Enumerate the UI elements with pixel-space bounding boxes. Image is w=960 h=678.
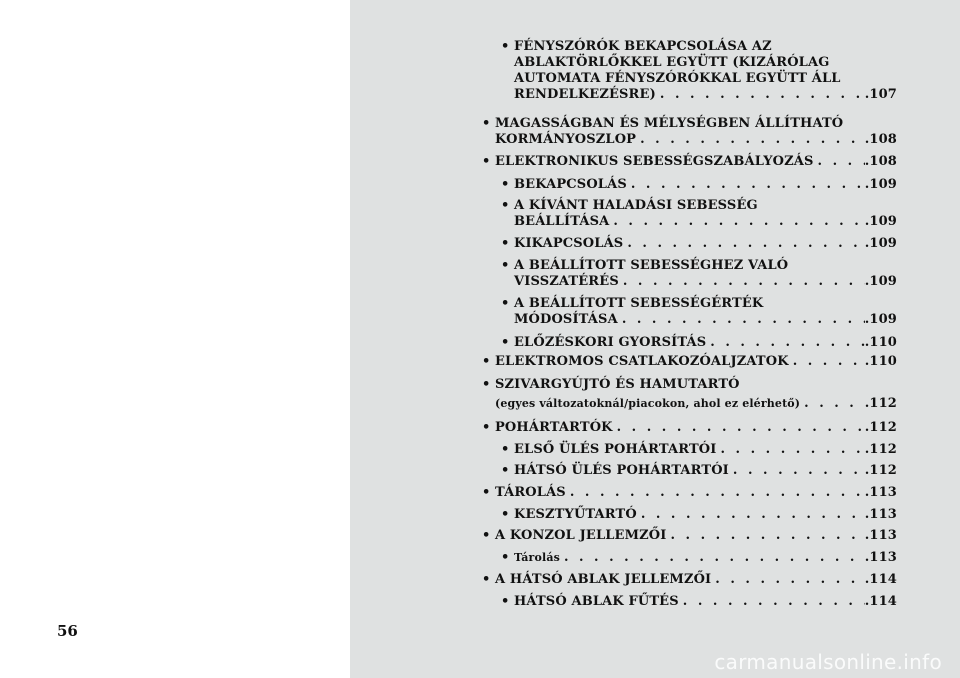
toc-entry[interactable] — [482, 154, 897, 170]
toc-entry[interactable] — [501, 258, 897, 290]
bullet-icon: • — [482, 377, 491, 392]
dot-leader — [619, 274, 865, 290]
bullet-icon: • — [501, 296, 510, 311]
bullet-icon: • — [501, 39, 510, 54]
toc-entry-title: HÁTSÓ ABLAK FŰTÉS — [514, 594, 679, 609]
bullet-icon: • — [501, 258, 510, 273]
toc-page-ref: .112 — [864, 420, 897, 435]
bullet-icon: • — [501, 507, 510, 522]
toc-entry-title: MAGASSÁGBAN ÉS MÉLYSÉGBEN ÁLLÍTHATÓ — [495, 116, 844, 131]
dot-leader — [656, 87, 865, 103]
toc-page-ref: .114 — [864, 572, 897, 587]
dot-leader — [679, 594, 865, 610]
toc-entry[interactable] — [501, 39, 897, 103]
toc-entry-title: ELSŐ ÜLÉS POHÁRTARTÓI — [514, 442, 717, 457]
toc-page-ref: .108 — [864, 154, 897, 169]
toc-page-ref: .109 — [864, 236, 897, 251]
toc-entry-title: Tárolás — [514, 551, 560, 564]
page-number: 56 — [57, 622, 78, 640]
toc-entry[interactable] — [501, 442, 897, 458]
toc-page-ref: .112 — [864, 463, 897, 478]
bullet-icon: • — [482, 116, 491, 131]
toc-page-ref: .113 — [864, 550, 897, 565]
toc-entry[interactable] — [482, 420, 897, 436]
toc-entry-title: ELEKTROMOS CSATLAKOZÓALJZATOK — [495, 354, 789, 369]
dot-leader — [800, 396, 865, 412]
toc-entry[interactable] — [501, 550, 897, 566]
dot-leader — [566, 485, 865, 501]
toc-entry[interactable] — [482, 377, 897, 412]
toc-entry-subtitle: (egyes változatoknál/piacokon, ahol ez elérhető) — [495, 397, 801, 410]
toc-entry-title: KIKAPCSOLÁS — [514, 236, 624, 251]
toc-page-ref: .113 — [864, 528, 897, 543]
toc-entry-title: A KONZOL JELLEMZŐI — [495, 528, 667, 543]
toc-entry-title: AUTOMATA FÉNYSZÓRÓKKAL EGYÜTT ÁLL — [514, 71, 841, 86]
toc-page-ref: .110 — [864, 335, 897, 350]
toc-page-ref: .113 — [864, 485, 897, 500]
dot-leader — [560, 550, 865, 566]
toc-entry[interactable] — [482, 116, 897, 148]
dot-leader — [814, 154, 865, 170]
toc-entry[interactable] — [501, 594, 897, 610]
toc-entry[interactable] — [501, 198, 897, 230]
toc-page-ref: .109 — [864, 312, 897, 327]
bullet-icon: • — [501, 550, 510, 565]
toc-page-ref: .114 — [864, 594, 897, 609]
toc-entry-title: ELŐZÉSKORI GYORSÍTÁS — [514, 335, 707, 350]
bullet-icon: • — [501, 442, 510, 457]
dot-leader — [789, 354, 865, 370]
toc-entry-title: POHÁRTARTÓK — [495, 420, 613, 435]
dot-leader — [613, 420, 865, 436]
toc-panel — [350, 0, 960, 678]
toc-entry-title: RENDELKEZÉSRE) — [514, 87, 656, 102]
dot-leader — [717, 442, 865, 458]
left-page — [0, 0, 350, 678]
watermark: carmanualsonline.info — [714, 650, 942, 674]
bullet-icon: • — [482, 420, 491, 435]
toc-entry-title: A KÍVÁNT HALADÁSI SEBESSÉG — [514, 198, 758, 213]
dot-leader — [729, 463, 865, 479]
dot-leader — [618, 312, 865, 328]
toc-entry[interactable] — [501, 463, 897, 479]
bullet-icon: • — [501, 463, 510, 478]
toc-page-ref: .112 — [864, 442, 897, 457]
toc-entry[interactable] — [501, 236, 897, 252]
toc-page-ref: .109 — [864, 177, 897, 192]
toc-page-ref: .112 — [864, 396, 897, 411]
bullet-icon: • — [482, 528, 491, 543]
toc-page-ref: .108 — [864, 132, 897, 147]
toc-entry-title: MÓDOSÍTÁSA — [514, 312, 618, 327]
bullet-icon: • — [482, 572, 491, 587]
dot-leader — [706, 335, 864, 351]
bullet-icon: • — [482, 354, 491, 369]
dot-leader — [636, 132, 865, 148]
toc-entry-title: A HÁTSÓ ABLAK JELLEMZŐI — [495, 572, 712, 587]
bullet-icon: • — [501, 335, 510, 350]
toc-entry[interactable] — [482, 354, 897, 370]
toc-entry[interactable] — [501, 177, 897, 193]
toc-entry-title: A BEÁLLÍTOTT SEBESSÉGHEZ VALÓ — [514, 258, 789, 273]
toc-entry-title: A BEÁLLÍTOTT SEBESSÉGÉRTÉK — [514, 296, 764, 311]
toc-entry[interactable] — [501, 507, 897, 523]
toc-entry-title: FÉNYSZÓRÓK BEKAPCSOLÁSA AZ — [514, 39, 772, 54]
dot-leader — [623, 236, 864, 252]
toc-entry-title: SZIVARGYÚJTÓ ÉS HAMUTARTÓ — [495, 377, 740, 392]
toc-entry[interactable] — [482, 572, 897, 588]
toc-entry[interactable] — [482, 485, 897, 501]
toc-entry-title: KORMÁNYOSZLOP — [495, 132, 637, 147]
toc-entry-title: VISSZATÉRÉS — [514, 274, 619, 289]
dot-leader — [627, 177, 865, 193]
bullet-icon: • — [501, 236, 510, 251]
toc-entry-title: BEÁLLÍTÁSA — [514, 214, 610, 229]
toc-entry-title: KESZTYŰTARTÓ — [514, 507, 637, 522]
dot-leader — [666, 528, 864, 544]
toc-page-ref: .107 — [864, 87, 897, 102]
toc-page-ref: .109 — [864, 214, 897, 229]
bullet-icon: • — [501, 594, 510, 609]
toc-entry[interactable] — [501, 335, 897, 351]
bullet-icon: • — [482, 154, 491, 169]
toc-page-ref: .110 — [864, 354, 897, 369]
dot-leader — [637, 507, 865, 523]
toc-entry-title: BEKAPCSOLÁS — [514, 177, 627, 192]
toc-entry-title: ELEKTRONIKUS SEBESSÉGSZABÁLYOZÁS — [495, 154, 814, 169]
bullet-icon: • — [501, 198, 510, 213]
bullet-icon: • — [482, 485, 491, 500]
toc-entry-title: ABLAKTÖRLŐKKEL EGYÜTT (KIZÁRÓLAG — [514, 55, 830, 70]
table-of-contents — [350, 0, 960, 678]
toc-page-ref: .109 — [864, 274, 897, 289]
toc-entry-title: HÁTSÓ ÜLÉS POHÁRTARTÓI — [514, 463, 729, 478]
toc-page-ref: .113 — [864, 507, 897, 522]
dot-leader — [711, 572, 864, 588]
bullet-icon: • — [501, 177, 510, 192]
toc-entry[interactable] — [482, 528, 897, 544]
toc-entry-title: TÁROLÁS — [495, 485, 566, 500]
toc-entry[interactable] — [501, 296, 897, 328]
dot-leader — [609, 214, 864, 230]
